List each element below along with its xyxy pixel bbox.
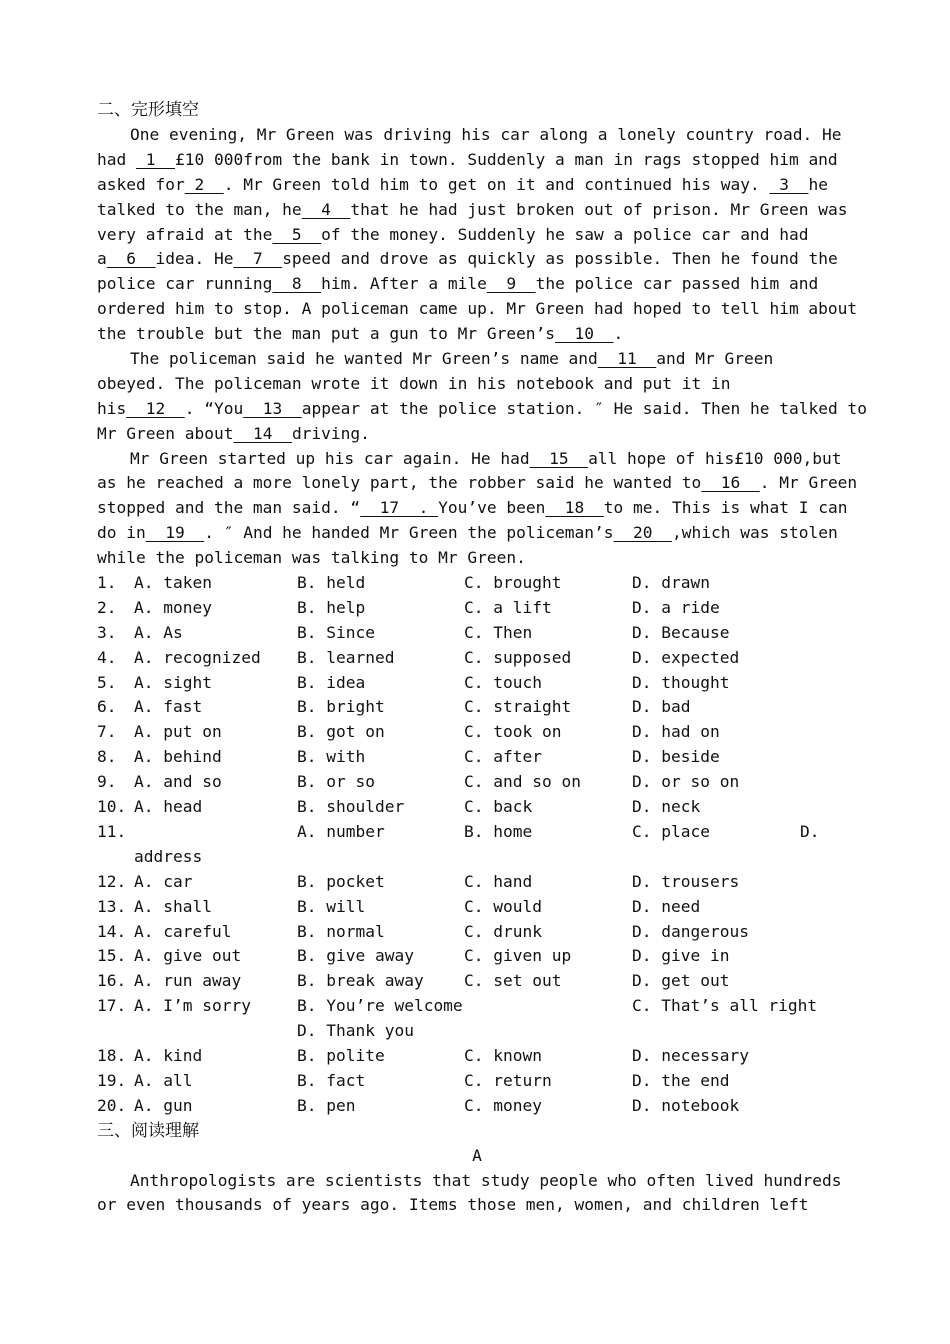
text: talked to the man, he bbox=[97, 199, 302, 219]
option-d: D. need bbox=[632, 896, 701, 916]
question-row bbox=[97, 720, 857, 745]
option-a: A. number bbox=[297, 821, 385, 841]
blank: 13 bbox=[243, 398, 302, 418]
question-row bbox=[97, 969, 857, 994]
text: very afraid at the bbox=[97, 224, 273, 244]
text: asked for bbox=[97, 174, 185, 194]
question-row bbox=[97, 820, 857, 845]
question-row bbox=[97, 596, 857, 621]
option-d: D. thought bbox=[632, 672, 730, 692]
option-c: C. back bbox=[464, 797, 533, 817]
blank: 18 bbox=[545, 498, 604, 518]
blank: 11 bbox=[597, 349, 657, 369]
question-row bbox=[97, 646, 857, 671]
question-number: 17. bbox=[97, 996, 127, 1016]
passage-line bbox=[97, 272, 857, 297]
option-d: D. dangerous bbox=[632, 921, 749, 941]
text: all hope of his£10 000,but bbox=[588, 448, 842, 468]
option-a: A. taken bbox=[134, 573, 212, 593]
question-number: 2. bbox=[97, 597, 117, 617]
question-row bbox=[97, 895, 857, 920]
text: as he reached a more lonely part, the robber said he wanted to bbox=[97, 473, 702, 493]
passage-line bbox=[97, 422, 857, 447]
text: stopped and the man said. “ bbox=[97, 498, 361, 518]
blank: 17 . bbox=[360, 498, 439, 518]
option-d: D. trousers bbox=[632, 871, 740, 891]
question-number: 8. bbox=[97, 747, 117, 767]
passage-line: or even thousands of years ago. Items those men, women, and children left bbox=[97, 1195, 809, 1215]
question-row-continued bbox=[97, 845, 857, 870]
question-row bbox=[97, 994, 857, 1019]
question-number: 3. bbox=[97, 622, 117, 642]
option-b: B. shoulder bbox=[297, 797, 405, 817]
option-a: A. gun bbox=[134, 1095, 193, 1115]
option-d: D. beside bbox=[632, 747, 720, 767]
passage-line bbox=[97, 496, 857, 521]
option-b: B. give away bbox=[297, 946, 414, 966]
text: him. After a mile bbox=[321, 274, 487, 294]
option-d: D. expected bbox=[632, 647, 740, 667]
option-b: B. help bbox=[297, 597, 366, 617]
option-d: D. notebook bbox=[632, 1095, 740, 1115]
question-number: 1. bbox=[97, 573, 117, 593]
question-number: 12. bbox=[97, 871, 127, 891]
document-page bbox=[97, 98, 867, 1218]
question-number: 4. bbox=[97, 647, 117, 667]
passage-line bbox=[97, 173, 857, 198]
option-a: A. all bbox=[134, 1070, 193, 1090]
passage-line bbox=[97, 247, 857, 272]
passage-line bbox=[97, 148, 857, 173]
question-row bbox=[97, 944, 857, 969]
option-b: B. bright bbox=[297, 697, 385, 717]
option-d: D. had on bbox=[632, 722, 720, 742]
question-row bbox=[97, 621, 857, 646]
option-a: A. kind bbox=[134, 1045, 203, 1065]
section-3-title: 三、阅读理解 bbox=[97, 1120, 199, 1141]
option-b: B. got on bbox=[297, 722, 385, 742]
text: You’ve been bbox=[438, 498, 546, 518]
option-b: B. normal bbox=[297, 921, 385, 941]
question-row bbox=[97, 571, 857, 596]
option-c: C. hand bbox=[464, 871, 533, 891]
option-c: C. That’s all right bbox=[632, 996, 818, 1016]
option-d: D. Thank you bbox=[297, 1021, 414, 1041]
question-row-continued bbox=[97, 1019, 857, 1044]
question-number: 14. bbox=[97, 921, 127, 941]
option-c: C. touch bbox=[464, 672, 542, 692]
question-number: 5. bbox=[97, 672, 117, 692]
passage-line bbox=[97, 223, 857, 248]
question-number: 15. bbox=[97, 946, 127, 966]
text: and Mr Green bbox=[656, 349, 774, 369]
question-row bbox=[97, 920, 857, 945]
option-a: A. sight bbox=[134, 672, 212, 692]
passage-line bbox=[97, 471, 857, 496]
option-a: A. shall bbox=[134, 896, 212, 916]
passage-line bbox=[97, 347, 857, 372]
text: . “You bbox=[184, 398, 244, 418]
blank: 15 bbox=[529, 448, 589, 468]
text: a bbox=[97, 249, 107, 269]
option-c: C. a lift bbox=[464, 597, 552, 617]
passage-line bbox=[97, 546, 857, 571]
blank: 6 bbox=[106, 249, 156, 269]
passage-line bbox=[97, 372, 857, 397]
blank: 8 bbox=[272, 274, 322, 294]
option-c: C. took on bbox=[464, 722, 562, 742]
option-b: B. or so bbox=[297, 772, 375, 792]
question-number: 10. bbox=[97, 797, 127, 817]
text: he bbox=[808, 174, 828, 194]
text: The policeman said he wanted Mr Green’s name and bbox=[130, 349, 598, 369]
option-d: D. or so on bbox=[632, 772, 740, 792]
option-b: B. learned bbox=[297, 647, 395, 667]
option-a: A. I’m sorry bbox=[134, 996, 251, 1016]
option-a: A. fast bbox=[134, 697, 203, 717]
option-c: C. return bbox=[464, 1070, 552, 1090]
option-d: D. Because bbox=[632, 622, 730, 642]
blank: 4 bbox=[301, 199, 351, 219]
option-a: A. As bbox=[134, 622, 183, 642]
question-number: 16. bbox=[97, 971, 127, 991]
option-b: B. idea bbox=[297, 672, 366, 692]
option-a: A. run away bbox=[134, 971, 242, 991]
cloze-passage bbox=[97, 123, 867, 571]
text: of the money. Suddenly he saw a police car and had bbox=[321, 224, 809, 244]
passage-line bbox=[97, 297, 857, 322]
question-row bbox=[97, 870, 857, 895]
text: £10 000from the bank in town. Suddenly a man in rags stopped him and bbox=[174, 149, 838, 169]
option-b: B. held bbox=[297, 573, 366, 593]
option-d: D. a ride bbox=[632, 597, 720, 617]
option-c: C. would bbox=[464, 896, 542, 916]
option-a: A. careful bbox=[134, 921, 232, 941]
text: his bbox=[97, 398, 127, 418]
text: Mr Green about bbox=[97, 423, 234, 443]
option-b: B. You’re welcome bbox=[297, 996, 463, 1016]
text: the trouble but the man put a gun to Mr Green’s bbox=[97, 324, 556, 344]
question-number: 18. bbox=[97, 1045, 127, 1065]
text: obeyed. The policeman wrote it down in his notebook and put it in bbox=[97, 373, 731, 393]
question-number: 6. bbox=[97, 697, 117, 717]
option-d: D. bad bbox=[632, 697, 691, 717]
option-d: D. neck bbox=[632, 797, 701, 817]
question-number: 7. bbox=[97, 722, 117, 742]
text: driving. bbox=[291, 423, 370, 443]
option-a: A. behind bbox=[134, 747, 222, 767]
option-b: B. Since bbox=[297, 622, 375, 642]
option-b: B. fact bbox=[297, 1070, 366, 1090]
option-c: C. known bbox=[464, 1045, 542, 1065]
option-a: A. put on bbox=[134, 722, 222, 742]
blank: 12 bbox=[126, 398, 185, 418]
question-row bbox=[97, 695, 857, 720]
option-c: C. drunk bbox=[464, 921, 542, 941]
question-row bbox=[97, 671, 857, 696]
passage-line bbox=[97, 123, 857, 148]
text: idea. He bbox=[155, 249, 234, 269]
question-number: 9. bbox=[97, 772, 117, 792]
question-number: 20. bbox=[97, 1095, 127, 1115]
option-d: D. give in bbox=[632, 946, 730, 966]
question-options bbox=[97, 571, 857, 1119]
passage-label: A bbox=[472, 1145, 482, 1165]
option-a: A. give out bbox=[134, 946, 242, 966]
option-d: D. necessary bbox=[632, 1045, 749, 1065]
option-a: A. head bbox=[134, 797, 203, 817]
text: had bbox=[97, 149, 136, 169]
option-c: C. given up bbox=[464, 946, 572, 966]
option-c: C. money bbox=[464, 1095, 542, 1115]
option-d: D. drawn bbox=[632, 573, 710, 593]
question-row bbox=[97, 1094, 857, 1119]
text: to me. This is what I can bbox=[603, 498, 848, 518]
text: while the policeman was talking to Mr Green. bbox=[97, 548, 526, 568]
question-row bbox=[97, 795, 857, 820]
option-b: B. pen bbox=[297, 1095, 356, 1115]
text: that he had just broken out of prison. Mr Green was bbox=[350, 199, 848, 219]
passage-line bbox=[97, 198, 857, 223]
option-b: B. break away bbox=[297, 971, 424, 991]
option-d-text: address bbox=[134, 846, 203, 866]
blank: 16 bbox=[701, 473, 760, 493]
option-a: A. money bbox=[134, 597, 212, 617]
text: ,which was stolen bbox=[672, 523, 838, 543]
option-d: D. get out bbox=[632, 971, 730, 991]
question-row bbox=[97, 1044, 857, 1069]
blank: 1 bbox=[135, 149, 175, 169]
blank: 10 bbox=[555, 324, 614, 344]
text: . Mr Green bbox=[759, 473, 858, 493]
option-d: D. bbox=[800, 821, 820, 841]
blank: 19 bbox=[145, 523, 205, 543]
option-b: B. polite bbox=[297, 1045, 385, 1065]
text: speed and drove as quickly as possible. Then he found the bbox=[282, 249, 838, 269]
passage-line bbox=[97, 322, 857, 347]
question-row bbox=[97, 745, 857, 770]
text: ordered him to stop. A policeman came up. Mr Green had hoped to tell him about bbox=[97, 299, 858, 319]
blank: 3 bbox=[769, 174, 809, 194]
blank: 20 bbox=[613, 523, 673, 543]
option-c: C. brought bbox=[464, 573, 562, 593]
blank: 9 bbox=[486, 274, 536, 294]
option-c: C. Then bbox=[464, 622, 533, 642]
option-c: C. after bbox=[464, 747, 542, 767]
question-row bbox=[97, 770, 857, 795]
text: . ″ And he handed Mr Green the policeman’s bbox=[204, 523, 614, 543]
option-b: B. with bbox=[297, 747, 366, 767]
option-c: C. supposed bbox=[464, 647, 572, 667]
blank: 7 bbox=[233, 249, 283, 269]
blank: 2 bbox=[184, 174, 224, 194]
option-d: D. the end bbox=[632, 1070, 730, 1090]
option-c: C. set out bbox=[464, 971, 562, 991]
question-number: 13. bbox=[97, 896, 127, 916]
text: Mr Green started up his car again. He had bbox=[130, 448, 530, 468]
option-a: A. recognized bbox=[134, 647, 261, 667]
question-row bbox=[97, 1069, 857, 1094]
question-number: 19. bbox=[97, 1070, 127, 1090]
passage-line bbox=[97, 447, 857, 472]
option-c: C. and so on bbox=[464, 772, 581, 792]
text: appear at the police station. ″ He said. Then he talked to bbox=[301, 398, 867, 418]
passage-line: Anthropologists are scientists that study people who often lived hundreds bbox=[130, 1170, 842, 1190]
section-2-title: 二、完形填空 bbox=[97, 100, 199, 120]
text: the police car passed him and bbox=[535, 274, 819, 294]
question-number: 11. bbox=[97, 821, 127, 841]
text: One evening, Mr Green was driving his car along a lonely country road. He bbox=[130, 125, 842, 144]
option-c: C. place bbox=[632, 821, 710, 841]
option-c: C. straight bbox=[464, 697, 572, 717]
passage-line bbox=[97, 397, 867, 422]
text: . Mr Green told him to get on it and continued his way. bbox=[223, 174, 770, 194]
blank: 14 bbox=[233, 423, 292, 443]
option-b: B. home bbox=[464, 821, 533, 841]
option-a: A. and so bbox=[134, 772, 222, 792]
option-a: A. car bbox=[134, 871, 193, 891]
option-b: B. will bbox=[297, 896, 366, 916]
blank: 5 bbox=[272, 224, 322, 244]
text: . bbox=[613, 324, 624, 344]
option-b: B. pocket bbox=[297, 871, 385, 891]
passage-line bbox=[97, 521, 857, 546]
text: do in bbox=[97, 523, 146, 543]
text: police car running bbox=[97, 274, 273, 294]
